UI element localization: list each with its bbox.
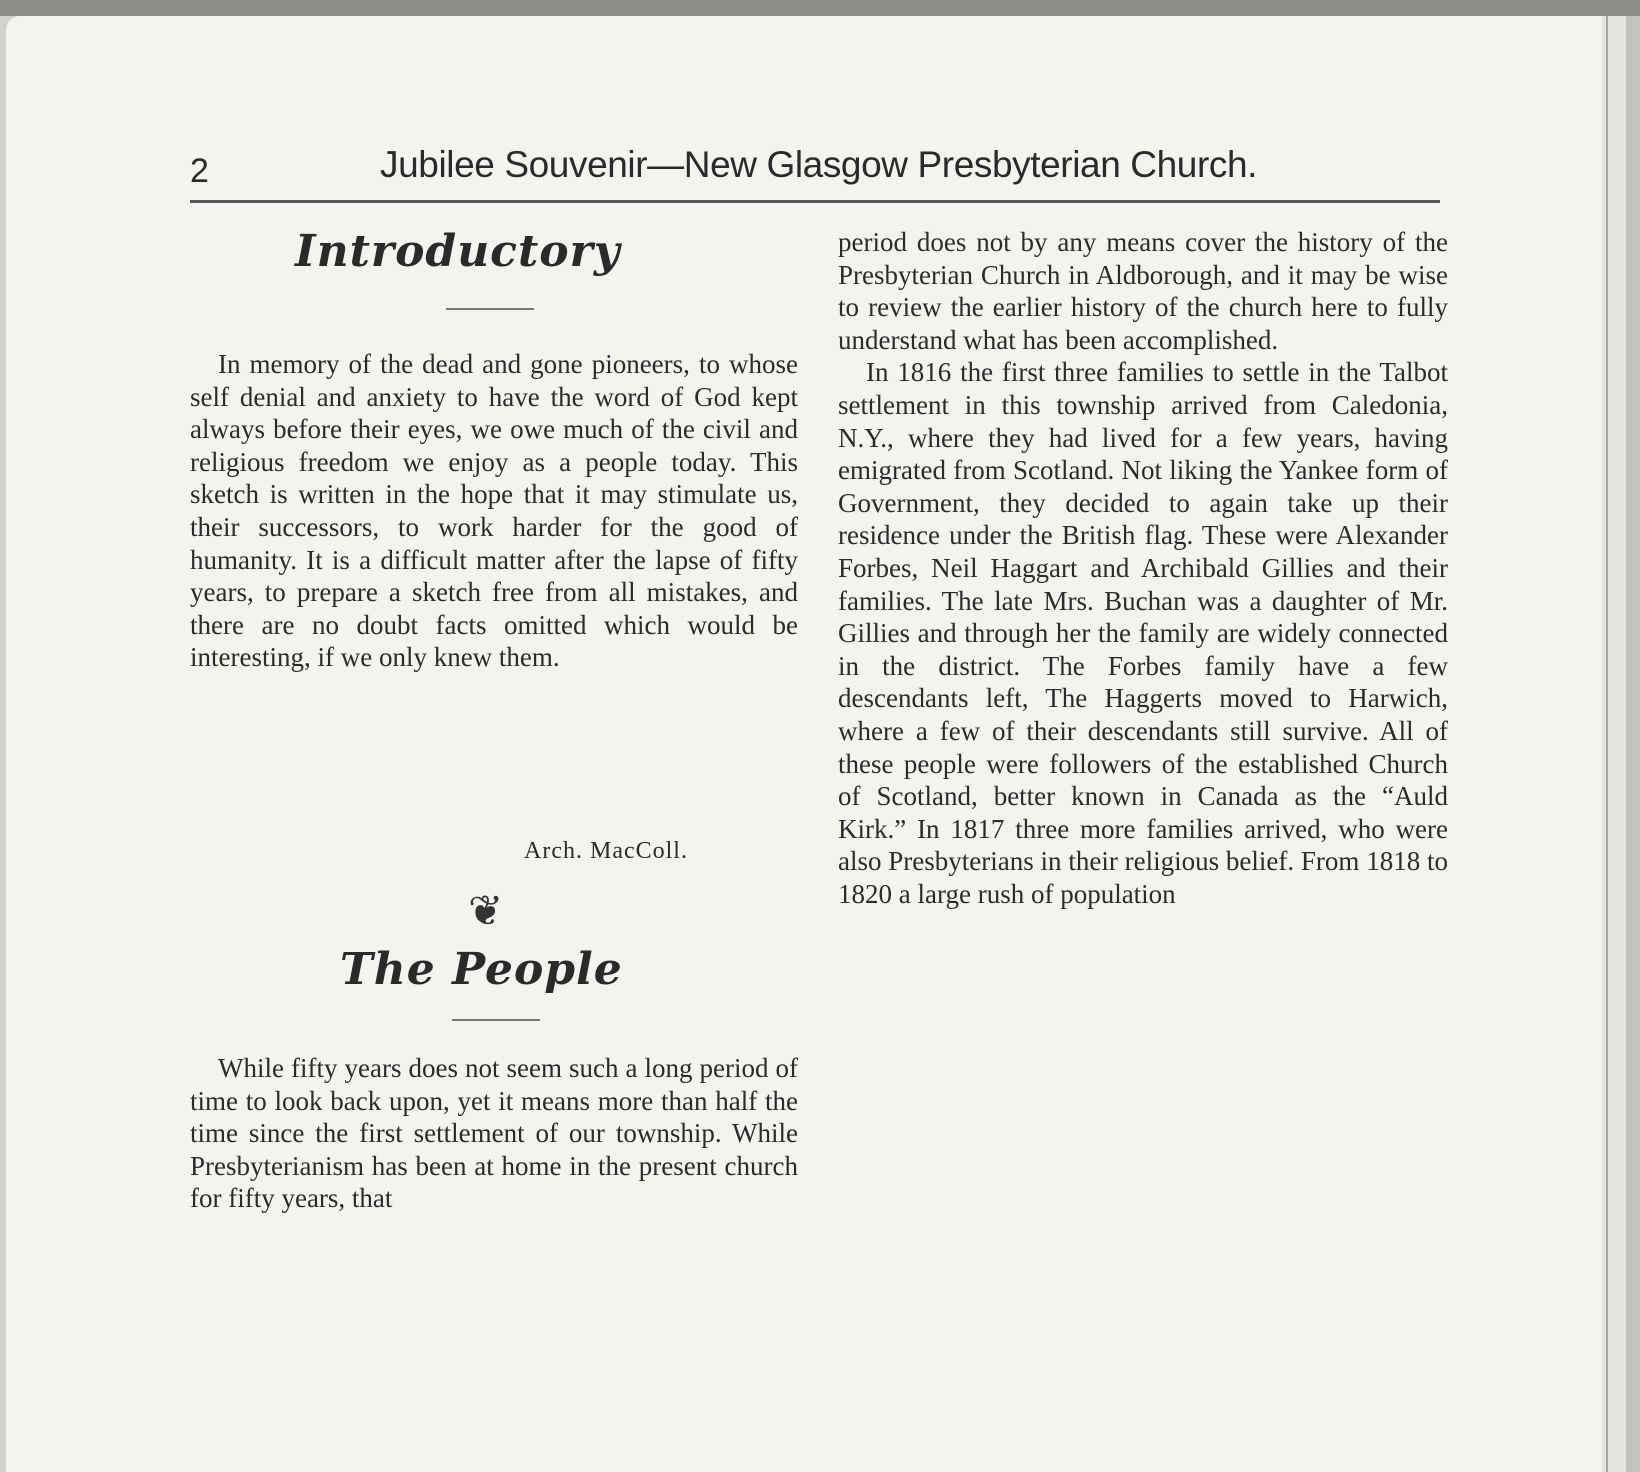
people-paragraph: While fifty years does not seem such a long period of time to look back upon, yet it means more than half the time since the first settlement of our township. While Presbyterianism has been at home in the present church for fifty years, that: [190, 1053, 798, 1214]
right-column: [838, 226, 1448, 910]
people-heading: The People: [340, 944, 623, 995]
section-rule: [452, 1019, 540, 1021]
section-rule: [446, 308, 534, 310]
header-rule: [190, 200, 1440, 203]
fleuron-icon: ❦: [468, 886, 504, 935]
people-text: [190, 1052, 798, 1215]
introductory-paragraph: In memory of the dead and gone pioneers, to whose self denial and anxiety to have the word of God kept always before their eyes, we owe much of the civil and religious freedom we enjoy as a people today. This sketch is written in the hope that it may stimulate us, their successors, to work harder for the good of humanity. It is a difficult matter after the lapse of fifty years, to prepare a sketch free from all mistakes, and there are no doubt facts omitted which would be interesting, if we only knew them.: [190, 349, 798, 673]
page-edge-shadow: [1626, 16, 1640, 1472]
scan-top-border: [0, 0, 1640, 16]
page-number: 2: [190, 152, 209, 190]
introductory-heading: Introductory: [295, 226, 621, 277]
introductory-text: [190, 348, 798, 674]
signature: Arch. MacColl.: [524, 838, 688, 864]
right-paragraph-1: period does not by any means cover the history of the Presbyterian Church in Aldborough, and it may be wise to review the earlier history of the church here to fully understand what has been accomplished.: [838, 227, 1448, 355]
page-edge-line: [1606, 16, 1608, 1472]
running-head: Jubilee Souvenir—New Glasgow Presbyterian Church.: [380, 144, 1258, 185]
right-paragraph-2: In 1816 the first three families to settle in the Talbot settlement in this township arrived from Caledonia, N.Y., where they had lived for a few years, having emigrated from Scotland. Not liking the Yankee form of Government, they decided to again take up their residence under the British flag. These were Alexander Forbes, Neil Haggart and Archibald Gillies and their families. The late Mrs. Buchan was a daughter of Mr. Gillies and through her the family are widely connected in the district. The Forbes family have a few descendants left, The Haggerts moved to Harwich, where a few of their descendants still survive. All of these people were followers of the established Church of Scotland, better known in Canada as the “Auld Kirk.” In 1817 three more families arrived, who were also Presbyterians in their religious belief. From 1818 to 1820 a large rush of population: [838, 357, 1448, 909]
